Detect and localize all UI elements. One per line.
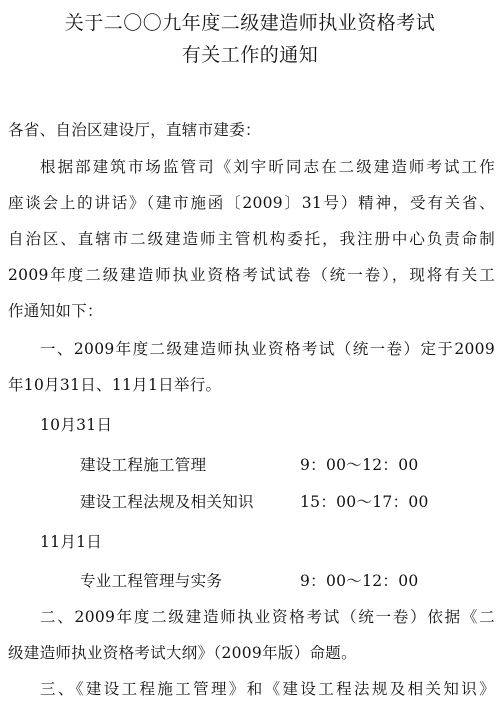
paragraph-1-line-3: 自治区、直辖市二级建造师主管机构委托，我注册中心负责命制 xyxy=(8,230,495,248)
exam-subject: 建设工程法规及相关知识 xyxy=(80,493,254,511)
schedule-date-nov-1: 11月1日 xyxy=(40,533,103,551)
item-2-line-1: 二、2009年度二级建造师执业资格考试（统一卷）依据《二 xyxy=(40,608,495,626)
item-1-line-2: 年10月31日、11月1日举行。 xyxy=(8,376,222,394)
item-2-line-2: 级建造师执业资格考试大纲》（2009年版）命题。 xyxy=(8,644,357,662)
salutation: 各省、自治区建设厅，直辖市建委： xyxy=(8,121,261,139)
paragraph-1-line-2: 座谈会上的讲话》（建市施函〔2009〕31号）精神，受有关省、 xyxy=(8,194,495,212)
schedule-date-oct-31: 10月31日 xyxy=(40,416,113,434)
paragraph-1-line-5: 作通知如下： xyxy=(8,302,103,320)
exam-subject: 建设工程施工管理 xyxy=(80,456,207,474)
paragraph-1-line-4: 2009年度二级建造师执业资格考试试卷（统一卷），现将有关工 xyxy=(8,266,495,284)
item-3-line-1: 三、《建设工程施工管理》和《建设工程法规及相关知识》 xyxy=(40,680,495,698)
paragraph-1-line-1: 根据部建筑市场监管司《刘宇昕同志在二级建造师考试工作 xyxy=(40,158,495,176)
item-1-line-1: 一、2009年度二级建造师执业资格考试（统一卷）定于2009 xyxy=(40,340,495,358)
exam-subject: 专业工程管理与实务 xyxy=(80,572,223,590)
document-title-line-1: 关于二〇〇九年度二级建造师执业资格考试 xyxy=(64,12,436,34)
exam-time: 9：00～12：00 xyxy=(300,572,419,590)
exam-time: 9：00～12：00 xyxy=(300,456,419,474)
exam-time: 15：00～17：00 xyxy=(300,493,429,511)
document-title-line-2: 有关工作的通知 xyxy=(181,44,319,66)
